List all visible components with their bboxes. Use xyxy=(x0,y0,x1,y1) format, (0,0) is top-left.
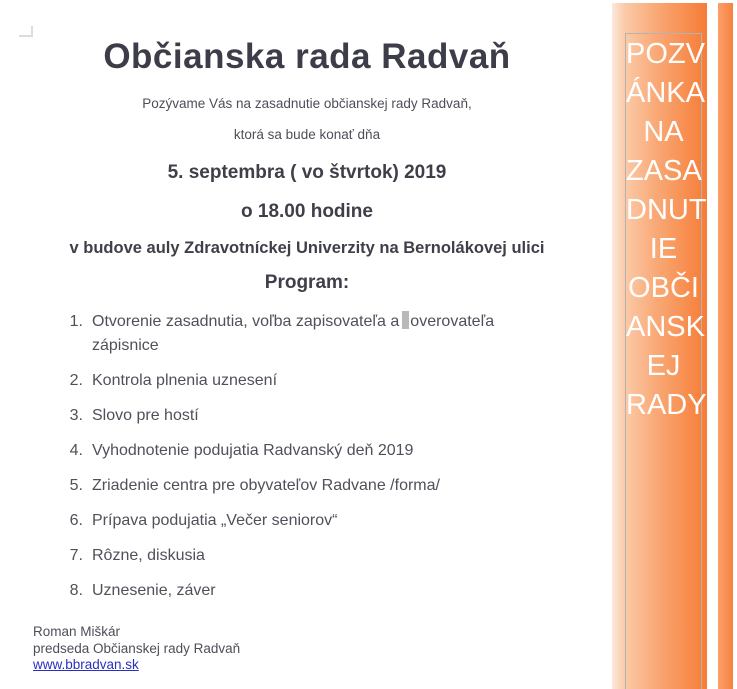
item-text: Vyhodnotenie podujatia Radvanský deň 2019 xyxy=(92,442,414,459)
item-text: Prípava podujatia „Večer seniorov“ xyxy=(92,512,338,529)
sidebar-line: ZASA xyxy=(626,155,702,187)
program-item-7 xyxy=(57,544,581,568)
intro-line-1: Pozývame Vás na zasadnutie občianskej rady Radvaň, xyxy=(142,96,472,111)
item-number: 1. xyxy=(69,313,83,330)
sidebar-line: OBČI xyxy=(628,272,699,304)
item-text: Kontrola plnenia uznesení xyxy=(92,372,278,389)
item-text xyxy=(92,310,562,358)
program-item-5 xyxy=(57,474,581,498)
program-item-1 xyxy=(57,310,581,358)
item-number: 4. xyxy=(69,442,83,459)
event-venue: v budove auly Zdravotníckej Univerzity na Bernolákovej ulici xyxy=(69,239,545,257)
program-list xyxy=(33,310,581,603)
website-link[interactable]: www.bbradvan.sk xyxy=(33,657,139,672)
document-body xyxy=(33,0,581,614)
sidebar-accent-strip xyxy=(718,3,733,689)
sidebar-line: NA xyxy=(643,116,684,148)
item-text: Rôzne, diskusia xyxy=(92,547,205,564)
sidebar-text-box xyxy=(625,33,707,689)
sidebar-line: DNUT xyxy=(626,194,707,226)
document-title: Občianska rada Radvaň xyxy=(103,37,511,76)
sidebar-line: ANSK xyxy=(626,311,705,343)
sidebar-line: IE xyxy=(649,233,678,265)
intro-line-2: ktorá sa bude konať dňa xyxy=(233,127,381,142)
signature-block xyxy=(33,624,240,674)
program-item-4 xyxy=(57,439,581,463)
item-text-after-cursor: overovateľa zápisnice xyxy=(92,313,495,354)
program-item-6 xyxy=(57,509,581,533)
item-number: 3. xyxy=(69,407,83,424)
sidebar-line: EJ xyxy=(646,350,681,382)
event-date: 5. septembra ( vo štvrtok) 2019 xyxy=(167,162,447,183)
signature-role: predseda Občianskej rady Radvaň xyxy=(33,640,241,656)
program-item-2 xyxy=(57,369,581,393)
item-number: 6. xyxy=(69,512,83,529)
item-number: 5. xyxy=(69,477,83,494)
event-time: o 18.00 hodine xyxy=(241,201,373,222)
program-item-3 xyxy=(57,404,581,428)
invitation-sidebar xyxy=(612,3,707,689)
margin-corner-mark xyxy=(19,26,33,37)
signature-name: Roman Miškár xyxy=(33,624,121,639)
item-number: 2. xyxy=(69,372,83,389)
sidebar-line: POZV xyxy=(626,38,705,70)
item-number: 7. xyxy=(69,547,83,564)
item-text: Zriadenie centra pre obyvateľov Radvane /forma/ xyxy=(92,477,440,494)
sidebar-line: ÁNKA xyxy=(626,77,705,109)
text-selection-caret xyxy=(402,311,409,329)
program-heading: Program: xyxy=(264,272,350,293)
program-item-8 xyxy=(57,579,581,603)
item-text: Uznesenie, záver xyxy=(92,582,216,599)
item-number: 8. xyxy=(69,582,83,599)
sidebar-line: RADY xyxy=(626,389,707,421)
item-text-before-cursor: Otvorenie zasadnutia, voľba zapisovateľa a xyxy=(92,313,400,330)
item-text: Slovo pre hostí xyxy=(92,407,199,424)
